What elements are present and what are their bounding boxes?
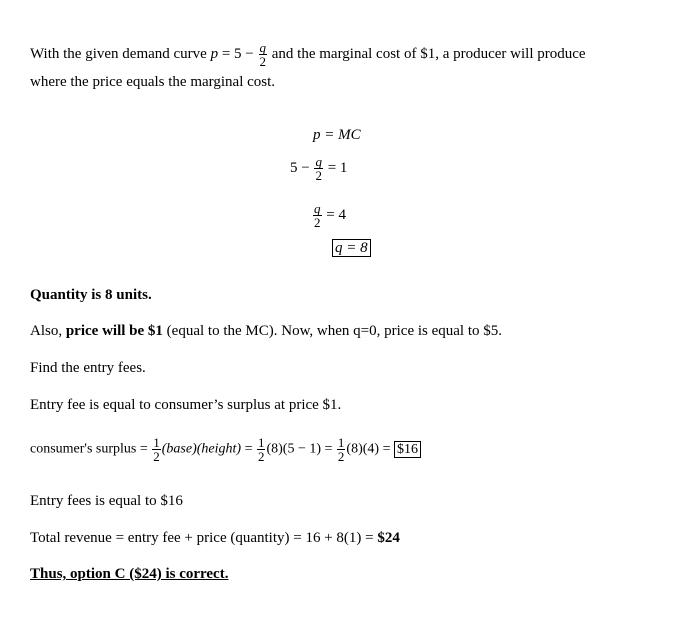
intro-line-1 (30, 41, 586, 68)
step-p-equals-mc (313, 127, 361, 144)
step2-denominator: 2 (315, 168, 322, 183)
surplus-eq1: = (241, 441, 256, 457)
half-fraction-3 (337, 436, 346, 463)
revenue-pre: Total revenue = entry fee + price (quantity) = 16 + 8(1) = (30, 530, 378, 546)
half1-den: 2 (153, 449, 160, 464)
fraction-numerator: q (259, 40, 267, 55)
p-variable: p (210, 45, 219, 62)
price-pre: Also, (30, 323, 66, 339)
demand-eq-part: = 5 − (218, 45, 258, 62)
conclusion-line (30, 565, 228, 583)
half3-den: 2 (337, 449, 345, 464)
half-fraction-2 (257, 436, 266, 463)
surplus-equation (30, 436, 421, 463)
conclusion-text: Thus, option C ($24) is correct. (30, 566, 229, 582)
surplus-term3: (8)(4) = (346, 441, 394, 457)
fees-line: Entry fees is equal to $16 (30, 493, 183, 509)
intro-line-2: where the price equals the marginal cost. (30, 74, 276, 90)
find-line: Find the entry fees. (30, 360, 146, 376)
surplus-term2: (8)(5 − 1) (266, 441, 322, 457)
half1-num: 1 (153, 435, 160, 450)
fraction-denominator: 2 (259, 54, 267, 69)
step2-numerator: q (315, 154, 322, 169)
step1-text: p = MC (313, 127, 361, 143)
step3-numerator: q (314, 201, 321, 216)
intro-after: and the marginal cost of $1, a producer will produce (271, 45, 586, 62)
step-q-over-2-equals-4 (312, 202, 346, 229)
step2-lead: 5 − (290, 159, 314, 176)
intro-before: With the given demand curve (30, 45, 211, 62)
half2-den: 2 (257, 449, 265, 464)
q-over-2-fraction (259, 41, 268, 68)
revenue-bold: $24 (377, 530, 400, 546)
surplus-answer-box: $16 (394, 441, 421, 458)
demand-equation (210, 40, 272, 69)
step-five-minus-q-over-2 (290, 155, 347, 182)
surplus-label: consumer's surplus = (30, 441, 152, 457)
result-box: q = 8 (332, 239, 371, 257)
half2-num: 1 (257, 435, 265, 450)
half3-num: 1 (337, 435, 345, 450)
step2-tail: = 1 (323, 159, 348, 176)
price-bold: price will be $1 (65, 323, 163, 339)
entry-line: Entry fee is equal to consumer’s surplus at price $1. (30, 397, 342, 413)
step3-denominator: 2 (314, 215, 321, 230)
step3-fraction (313, 202, 322, 229)
price-line (30, 322, 502, 340)
step-result (332, 240, 371, 257)
quantity-line (30, 286, 152, 304)
step2-fraction (314, 155, 323, 182)
price-post: (equal to the MC). Now, when q=0, price is equal to $5. (162, 323, 503, 339)
surplus-term1: (base)(height) (161, 441, 242, 457)
step3-tail: = 4 (322, 206, 346, 223)
half-fraction-1 (152, 436, 161, 463)
quantity-text: Quantity is 8 units. (30, 287, 152, 303)
revenue-line (30, 529, 400, 547)
surplus-eq2: = (321, 441, 336, 457)
